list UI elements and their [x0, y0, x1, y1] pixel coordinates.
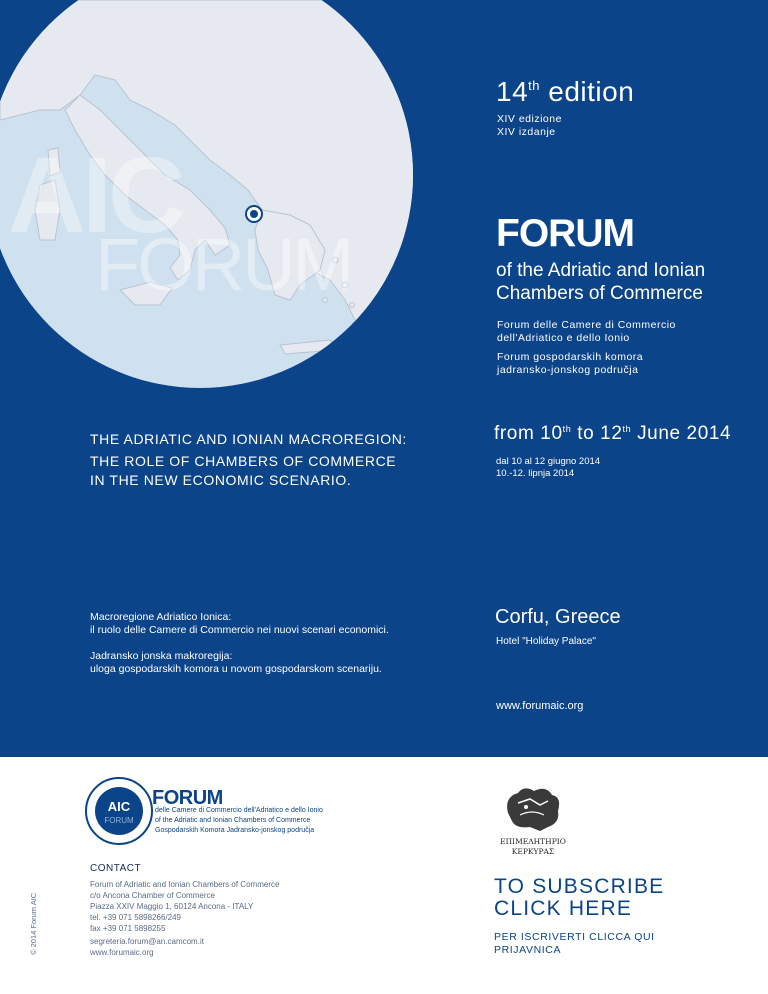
chamber-caption: ΕΠΙΜΕΛΗΤΗΡΙΟ ΚΕΡΚΥΡΑΣ: [500, 837, 566, 856]
contact-links: [90, 936, 204, 958]
forum-subtitle: of the Adriatic and Ionian Chambers of Commerce: [496, 260, 706, 304]
watermark-aic: AIC: [8, 134, 182, 255]
contact-label: CONTACT: [90, 863, 142, 874]
subscribe-button[interactable]: TO SUBSCRIBE CLICK HERE: [494, 875, 665, 920]
edition-title: 14th edition: [496, 76, 635, 107]
contact-web-link[interactable]: www.forumaic.org: [90, 948, 154, 957]
event-dates-translations: dal 10 al 12 giugno 2014 10.-12. lipnja 2014: [496, 456, 601, 479]
edition-subtitles: XIV edizione XIV izdanje: [497, 113, 562, 138]
venue-city: Corfu, Greece: [495, 606, 621, 628]
forum-subtitle-hr: Forum gospodarskih komora jadransko-jonskog područja: [497, 351, 644, 376]
contact-email-link[interactable]: segreteria.forum@an.camcom.it: [90, 937, 204, 946]
venue-hotel: Hotel "Holiday Palace": [496, 636, 596, 647]
theme-translations: Macroregione Adriatico Ionica: il ruolo delle Camere di Commercio nei nuovi scenari economici. Jadransko jonska makroregija: uloga gospodarskih komora u novom gospodarskom scenariju.: [90, 611, 389, 675]
copyright-text: © 2014 Forum AIC: [29, 892, 38, 955]
subscribe-translations-link[interactable]: PER ISCRIVERTI CLICCA QUI PRIJAVNICA: [494, 931, 655, 956]
forum-subtitle-it: Forum delle Camere di Commercio dell'Adriatico e dello Ionio: [497, 319, 676, 344]
logo-badge-forum: FORUM: [104, 816, 134, 825]
logo-badge-aic: AIC: [107, 799, 131, 814]
contact-details: Forum of Adriatic and Ionian Chambers of Commerce c/o Ancona Chamber of Commerce Piazza XXIV Maggio 1, 60124 Ancona - ITALY tel. +39 071 5898266/249 fax +39 071 5898255: [90, 880, 280, 933]
lion-emblem-icon: [500, 783, 566, 835]
logo-forum-word: FORUM: [152, 787, 223, 809]
logo-text-lines: delle Camere di Commercio dell'Adriatico e dello Ionio of the Adriatic and Ionian Chambers of Commerce Gospodarskih Komora Jadransko-jonskog područja: [155, 807, 323, 834]
watermark-forum: FORUM: [95, 223, 352, 306]
website-link[interactable]: www.forumaic.org: [496, 700, 584, 712]
event-dates: from 10th to 12th June 2014: [494, 423, 732, 444]
forum-title: FORUM: [496, 212, 634, 255]
theme-title: THE ADRIATIC AND IONIAN MACROREGION: THE ROLE OF CHAMBERS OF COMMERCE IN THE NEW ECONOMIC SCENARIO.: [90, 431, 407, 488]
aic-forum-logo-badge: [84, 776, 154, 846]
